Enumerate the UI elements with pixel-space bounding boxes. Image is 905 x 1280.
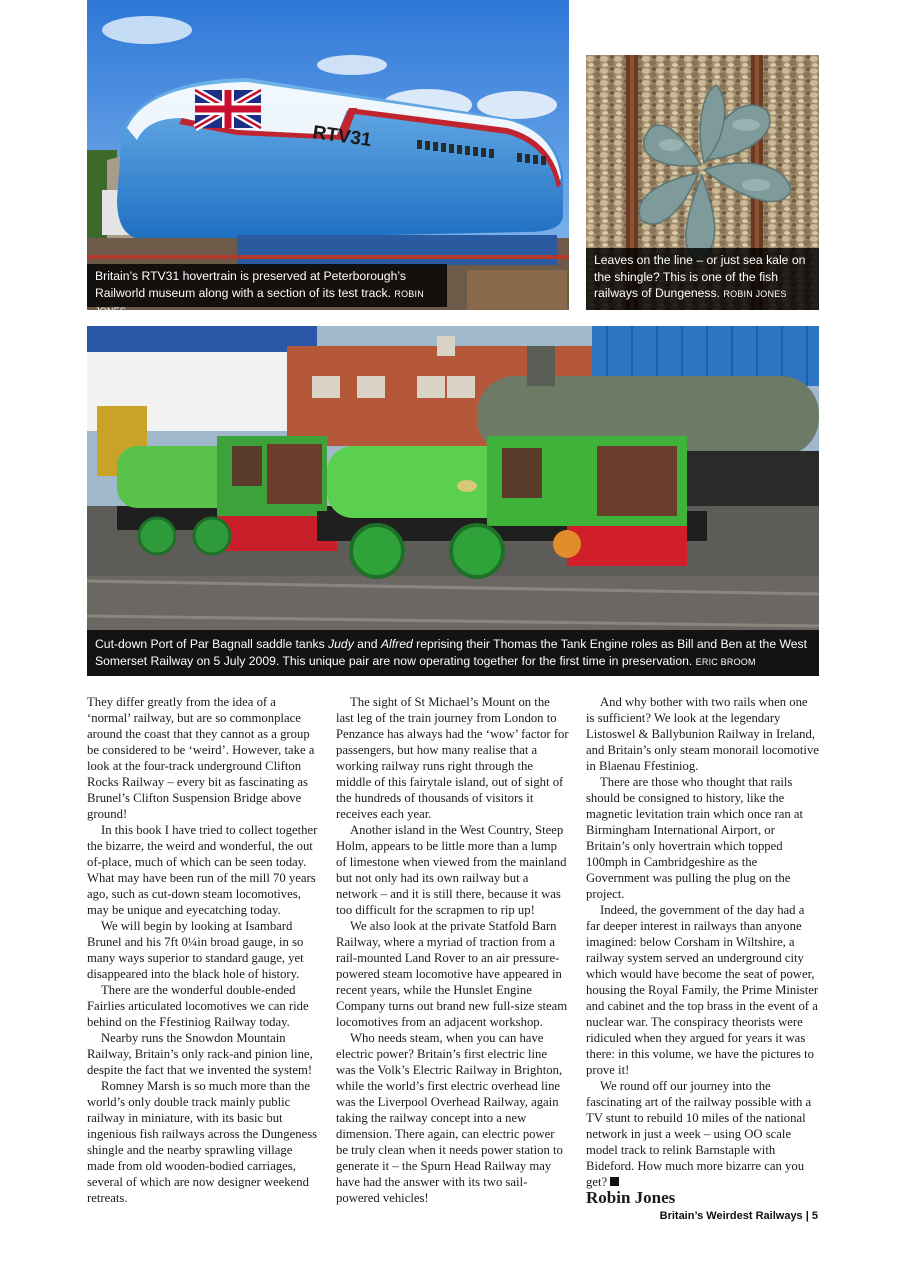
author-signature: Robin Jones	[586, 1188, 676, 1207]
vehicle-label: RTV31	[311, 122, 373, 152]
saddle-tanks-photo	[87, 326, 819, 676]
page-footer: Britain’s Weirdest Railways | 5	[659, 1210, 818, 1222]
paragraph: There are those who thought that rails should be consigned to history, like the magnetic levitation train which once ran at Birmingham International Airport, or Britain’s only hovertrain which topped 100mph in Cambridgeshire as the Government was pulling the plug on the project.	[586, 775, 804, 901]
paragraph: Another island in the West Country, Steep Holm, appears to be little more than a lump of limestone when viewed from the mainland but not only had its own railway but a network – and it is still there, because it was too difficult for the scrapmen to rip up!	[336, 823, 567, 917]
paragraph: And why bother with two rails when one is sufficient? We look at the legendary Listoswel & Ballybunion Railway in Ireland, and Britain’s only steam monorail locomotive in Blaenau Ffestiniog.	[586, 695, 819, 773]
paragraph: The sight of St Michael’s Mount on the last leg of the train journey from London to Penzance has always had the ‘wow’ factor for passengers, but how many realise that a working railway runs right through the middle of this fairytale island, out of sight of the hundreds of thousands of visitors it receives each year.	[336, 695, 569, 821]
locomotive-name-2: Alfred	[380, 637, 413, 651]
paragraph: Romney Marsh is so much more than the world’s only double track mainly public railway in miniature, with its basic but ingenious fish railways across the Dungeness shingle and the nearby sprawling village made from old wooden-bodied carriages, several of which are now designer weekend retreats.	[87, 1079, 318, 1205]
paragraph: Indeed, the government of the day had a far deeper interest in railways than anyone imagined: below Corsham in Wiltshire, a railway system served an underground city which would have become the seat of power, housing the Royal Family, the Prime Minister and cabinet and the top brass in the event of a nuclear war. The conspiracy theorists were ridiculed when they argued for years it was there: in this volume, we have the pictures to prove it!	[586, 903, 819, 1077]
article-column-2	[336, 694, 569, 1206]
paragraph: We will begin by looking at Isambard Brunel and his 7ft 0¼in broad gauge, in so many ways superior to standard gauge, yet disappeared into the black hole of history.	[87, 919, 304, 981]
saddle-tanks-caption-part2: reprising their Thomas the Tank Engine roles as Bill and Ben at the West Somerset Railway on 5 July 2009. This unique pair are now operating together for the first time in preservation.	[95, 637, 808, 668]
paragraph: They differ greatly from the idea of a ‘normal’ railway, but are so commonplace around the coast that they cannot as a group be considered to be ‘weird’. However, take a look at the four-track underground Clifton Rocks Railway – every bit as fascinating as Brunel’s Clifton Suspension Bridge above ground!	[87, 695, 315, 821]
hovertrain-photo-credit: ROBIN JONES	[95, 288, 424, 316]
paragraph: In this book I have tried to collect together the bizarre, the weird and wonderful, the out of-place, much of which can be seen today. What may have been run of the mill 70 years ago, such as cut-down steam locomotives, may be unique and eyecatching today.	[87, 823, 318, 917]
paragraph: Nearby runs the Snowdon Mountain Railway, Britain’s only rack-and pinion line, despite the fact that we invented the system!	[87, 1031, 313, 1077]
saddle-tanks-caption-and: and	[353, 637, 381, 651]
paragraph	[586, 1078, 819, 1190]
hovertrain-caption	[87, 264, 447, 316]
saddle-tanks-caption-part1: Cut-down Port of Par Bagnall saddle tanks	[95, 637, 329, 651]
paragraph: Who needs steam, when you can have electric power? Britain’s first electric line was the Volk’s Electric Railway in Brighton, while the world’s first electric overhead line was the Liverpool Overhead Railway, again taking the railway concept into a new dimension. There again, can electric power be truly clean when it needs power station to generate it – the Spurn Head Railway may have had the answer with its two sail-powered vehicles!	[336, 1031, 563, 1205]
saddle-tanks-caption	[87, 630, 819, 676]
article-column-3	[586, 694, 819, 1206]
article-column-1	[87, 694, 320, 1206]
paragraph: There are the wonderful double-ended Fairlies articulated locomotives we can ride behind on the Ffestiniog Railway today.	[87, 983, 309, 1029]
saddle-tanks-photo-credit: ERIC BROOM	[695, 656, 756, 667]
paragraph: We also look at the private Statfold Barn Railway, where a myriad of traction from a rail-mounted Land Rover to an air pressure-powered steam locomotive have appeared in recent years, while the Hunslet Engine Company turns out brand new full-size steam locomotives from an adjacent workshop.	[336, 919, 568, 1029]
closing-paragraph-text: We round off our journey into the fascinating art of the railway possible with a TV stunt to rebuild 10 miles of the national network in just a week – using OO scale model track to relink Barnstaple with Bideford. How much more bizarre can you get?	[586, 1079, 812, 1189]
locomotive-name-1: Judy	[328, 637, 354, 651]
end-mark-icon	[610, 1177, 619, 1186]
sea-kale-photo-credit: ROBIN JONES	[723, 289, 787, 299]
sea-kale-caption-text: Leaves on the line – or just sea kale on the shingle? This is one of the fish railways of Dungeness.	[594, 253, 806, 300]
sea-kale-caption	[586, 248, 819, 310]
hovertrain-caption-text: Britain’s RTV31 hovertrain is preserved at Peterborough’s Railworld museum along with a section of its test track.	[95, 269, 406, 300]
